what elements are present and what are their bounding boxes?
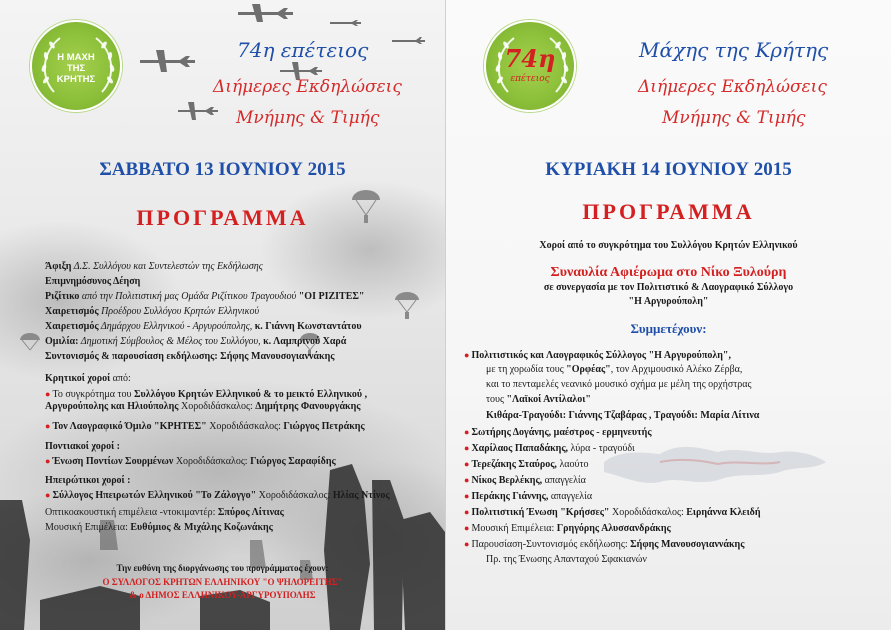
program-line-president-greeting: Χαιρετισμός Προέδρου Συλλόγου Κρητών Ελληνικού (45, 306, 260, 317)
74th-anniversary-badge (484, 20, 576, 112)
epirus-dances-item: ● Σύλλογος Ηπειρωτών Ελληνικού "Το Ζάλογγο" Χοροδιδάσκαλος: Ηλίας Ντίνος (45, 490, 390, 501)
program-title-left: ΠΡΟΓΡΑΜΜΑ (136, 205, 309, 230)
participant-doganis: ● Σωτήρης Δογάνης, μαέστρος - ερμηνευτής (464, 427, 652, 438)
credit-audiovisual: Οπτικοακουστική επιμέλεια -ντοκιμαντέρ: Σπύρος Λίτινας (45, 507, 284, 518)
program-line-rizitiko: Ριζίτικο από την Πολιτιστική μας Ομάδα Ριζίτικου Τραγουδιού "ΟΙ ΡΙΖΙΤΕΣ" (45, 291, 365, 302)
concert-association-name: "Η Αργυρούπολη" (628, 296, 709, 307)
badge-subtitle: επέτειος (510, 74, 550, 84)
participant-orfeas-choir: με τη χορωδία τους "Ορφέας", τον Αρχιμουσικό Αλέκο Ζέρβα, (486, 364, 743, 375)
battle-of-crete-title: Μάχης της Κρήτης (639, 38, 829, 62)
cretan-dances-item-1-cont: Αργυρούπολης και Ηλιούπολης Χοροδιδάσκαλος: Δημήτρης Φανουργάκης (45, 401, 361, 412)
program-line-coordination: Συντονισμός & παρουσίαση εκδήλωσης: Σήφης Μανουσογιαννάκης (45, 351, 335, 362)
event-subtitle-line-1: Διήμερες Εκδηλώσεις (213, 77, 402, 97)
anniversary-title: 74η επέτειος (237, 38, 369, 62)
participant-presenter-title: Πρ. της Ένωσης Απανταχού Σφακιανών (486, 554, 647, 565)
participant-verlekis: ● Νίκος Βερλέκης, απαγγελία (464, 475, 586, 486)
pontic-dances-heading: Ποντιακοί χοροί : (45, 441, 121, 452)
participant-papadakis: ● Χαρίλαος Παπαδάκης, λύρα - τραγούδι (464, 443, 635, 454)
participant-laikoi-antilaloi: τους "Λαϊκοί Αντίλαλοι" (486, 394, 591, 405)
saturday-date-title: ΣΑΒΒΑΤΟ 13 ΙΟΥΝΙΟΥ 2015 (99, 159, 346, 180)
event-subtitle-line-2: Μνήμης & Τιμής (662, 108, 806, 128)
participants-heading: Συμμετέχουν: (630, 321, 707, 336)
badge-number: 74η (504, 44, 556, 73)
organizers-intro: Την ευθύνη της διοργάνωσης του προγράμματος έχουν: (116, 563, 329, 573)
concert-collaboration: σε συνεργασία με τον Πολιτιστικό & Λαογραφικό Σύλλογο (543, 282, 794, 293)
badge-line-3: ΚΡΗΤΗΣ (56, 74, 96, 85)
participant-guitar-vocals: Κιθάρα-Τραγούδι: Γιάννης Τζαβάρας , Τραγούδι: Μαρία Λίτινα (486, 410, 760, 421)
battle-of-crete-badge (30, 20, 122, 112)
organizer-association: Ο ΣΥΛΛΟΓΟΣ ΚΡΗΤΩΝ ΕΛΛΗΝΙΚΟΥ "Ο ΨΗΛΟΡΕΙΤΗΣ" (102, 577, 343, 587)
program-line-arrival: Άφιξη Δ.Σ. Συλλόγου και Συντελεστών της Εκδήλωσης (45, 261, 263, 272)
pontic-dances-item: ● Ένωση Ποντίων Σουρμένων Χοροδιδάσκαλος: Γιώργος Σαραφίδης (45, 456, 336, 467)
left-panel-saturday (0, 0, 445, 630)
program-title-right: ΠΡΟΓΡΑΜΜΑ (582, 199, 755, 224)
right-panel-sunday (446, 0, 891, 630)
event-subtitle-line-1: Διήμερες Εκδηλώσεις (638, 77, 827, 97)
badge-label (32, 52, 120, 85)
dances-line: Χοροί από το συγκρότημα του Συλλόγου Κρητών Ελληνικού (539, 240, 798, 251)
credit-music: Μουσική Επιμέλεια: Ευθύμιος & Μιχάλης Κοζωνάκης (45, 522, 273, 533)
program-line-memorial: Επιμνημόσυνος Δέηση (45, 276, 141, 287)
participant-youth-ensemble: και το πενταμελές νεανικό μουσικό σχήμα με μέλη της ορχήστρας (486, 379, 752, 390)
epirus-dances-heading: Ηπειρώτικοι χοροί : (45, 475, 131, 486)
concert-title: Συναυλία Αφιέρωμα στο Νίκο Ξυλούρη (550, 265, 787, 280)
cretan-dances-item-1: ● Το συγκρότημα του Συλλόγου Κρητών Ελληνικού & το μεικτό Ελληνικού , (45, 389, 368, 400)
cretan-dances-heading: Κρητικοί χοροί από: (45, 373, 131, 384)
participant-krisses-union: ● Πολιτιστική Ένωση "Κρήσσες" Χοροδιδάσκαλος: Ειρηάννα Κλειδή (464, 507, 761, 518)
participant-terezakis: ● Τερεζάκης Σταύρος, λαούτο (464, 459, 589, 470)
badge-line-1: Η ΜΑΧΗ (57, 52, 95, 63)
crete-map-illustration (600, 432, 830, 502)
event-subtitle-line-2: Μνήμης & Τιμής (236, 108, 380, 128)
participant-presenter: ● Παρουσίαση-Συντονισμός εκδήλωσης: Σήφης Μανουσογιαννάκης (464, 539, 745, 550)
program-line-speech: Ομιλία: Δημοτική Σύμβουλος & Μέλος του Συλλόγου, κ. Λαμπρινού Χαρά (45, 336, 347, 347)
badge-line-2: ΤΗΣ (66, 63, 86, 74)
program-line-mayor-greeting: Χαιρετισμός Δημάρχου Ελληνικού - Αργυρούπολης, κ. Γιάννη Κωνσταντάτου (45, 321, 362, 332)
participant-perakis: ● Περάκης Γιάννης, απαγγελία (464, 491, 593, 502)
participant-music-direction: ● Μουσική Επιμέλεια: Γρηγόρης Αλυσσανδράκης (464, 523, 671, 534)
cretan-dances-item-2: ● Τον Λαογραφικό Όμιλο "ΚΡΗΤΕΣ" Χοροδιδάσκαλος: Γιώργος Πετράκης (45, 421, 365, 432)
sunday-date-title: ΚΥΡΙΑΚΗ 14 ΙΟΥΝΙΟΥ 2015 (545, 159, 792, 180)
organizer-municipality: & ο ΔΗΜΟΣ ΕΛΛΗΝΙΚΟΥ-ΑΡΓΥΡΟΥΠΟΛΗΣ (129, 590, 316, 600)
participant-argyroupoli-association: ● Πολιτιστικός και Λαογραφικός Σύλλογος "Η Αργυρούπολη", (464, 350, 731, 361)
